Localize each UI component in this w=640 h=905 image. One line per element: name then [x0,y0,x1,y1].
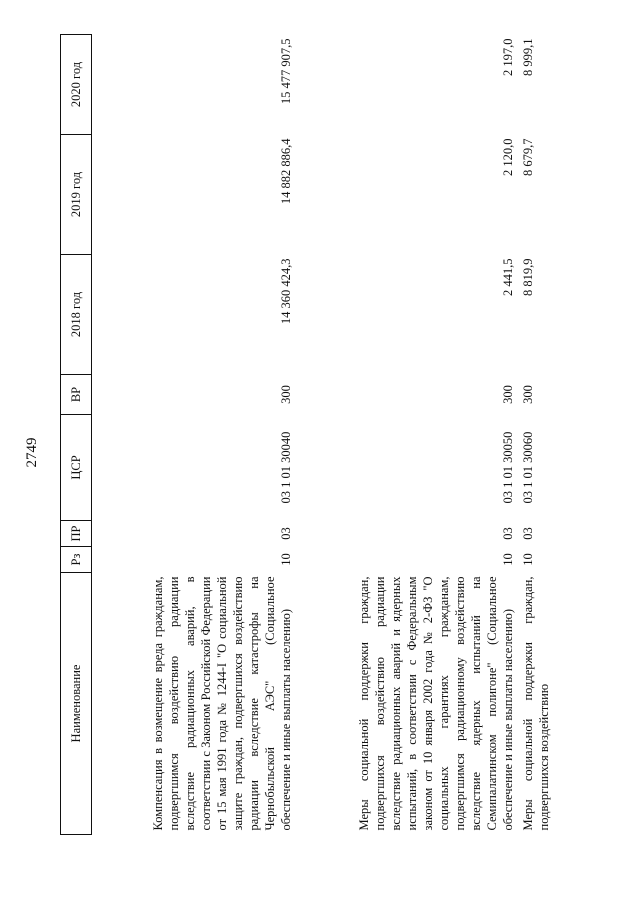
header-pr: ПР [61,521,92,547]
row-csr: 03 1 01 30050 [501,431,515,504]
row-name: Меры социальной поддержки граждан, подвергшихся воздействию радиации вследствие радиационных аварий и ядерных испытаний, в соответствии с Федеральным законом от 10 января 2002 года № 2-ФЗ "О социальных гарантиях гражданам, подвергшимся радиационному воздействию вследствие ядерных испытаний на Семипалатинском полигоне" (Социальное обеспечение и иные выплаты населению) [357,576,515,831]
row-2019: 2 120,0 [501,138,515,176]
row-csr: 03 1 01 30060 [521,431,535,504]
row-2020: 8 999,1 [521,38,535,76]
header-csr: ЦСР [61,415,92,521]
row-2018: 14 360 424,3 [279,258,293,325]
row-2018: 8 819,9 [521,258,535,296]
budget-table [60,34,568,835]
row-vr: 300 [521,385,535,404]
table-row [520,35,568,835]
row-2019: 8 679,7 [521,138,535,176]
row-name: Меры социальной поддержки граждан, подвергшихся воздействию [521,576,551,831]
header-name: Наименование [61,573,92,835]
row-2020: 15 477 907,5 [279,38,293,105]
table-header-row [61,35,92,835]
row-csr: 03 1 01 30040 [279,431,293,504]
budget-table-container [60,35,568,835]
row-2018: 2 441,5 [501,258,515,296]
row-name: Компенсация в возмещение вреда гражданам, подвергшимся воздействию радиации вследствие радиационных аварий, в соответствии с Законом Российской Федерации от 15 мая 1991 года № 1244-I "О социальной защите граждан, подвергшихся воздействию радиации вследствие катастрофы на Чернобыльской АЭС" (Социальное обеспечение и иные выплаты населению) [151,576,293,831]
header-vr: ВР [61,375,92,415]
row-vr: 300 [279,385,293,404]
table-row [298,35,520,835]
row-pr: 03 [501,527,515,540]
header-2020: 2020 год [61,35,92,135]
header-2019: 2019 год [61,135,92,255]
row-rz: 10 [501,553,515,566]
page-number: 2749 [24,437,40,468]
row-pr: 03 [279,527,293,540]
row-2019: 14 882 886,4 [279,138,293,205]
header-rz: Рз [61,547,92,573]
row-vr: 300 [501,385,515,404]
row-rz: 10 [279,553,293,566]
row-pr: 03 [521,527,535,540]
row-2020: 2 197,0 [501,38,515,76]
header-2018: 2018 год [61,255,92,375]
table-row [92,35,299,835]
row-rz: 10 [521,553,535,566]
